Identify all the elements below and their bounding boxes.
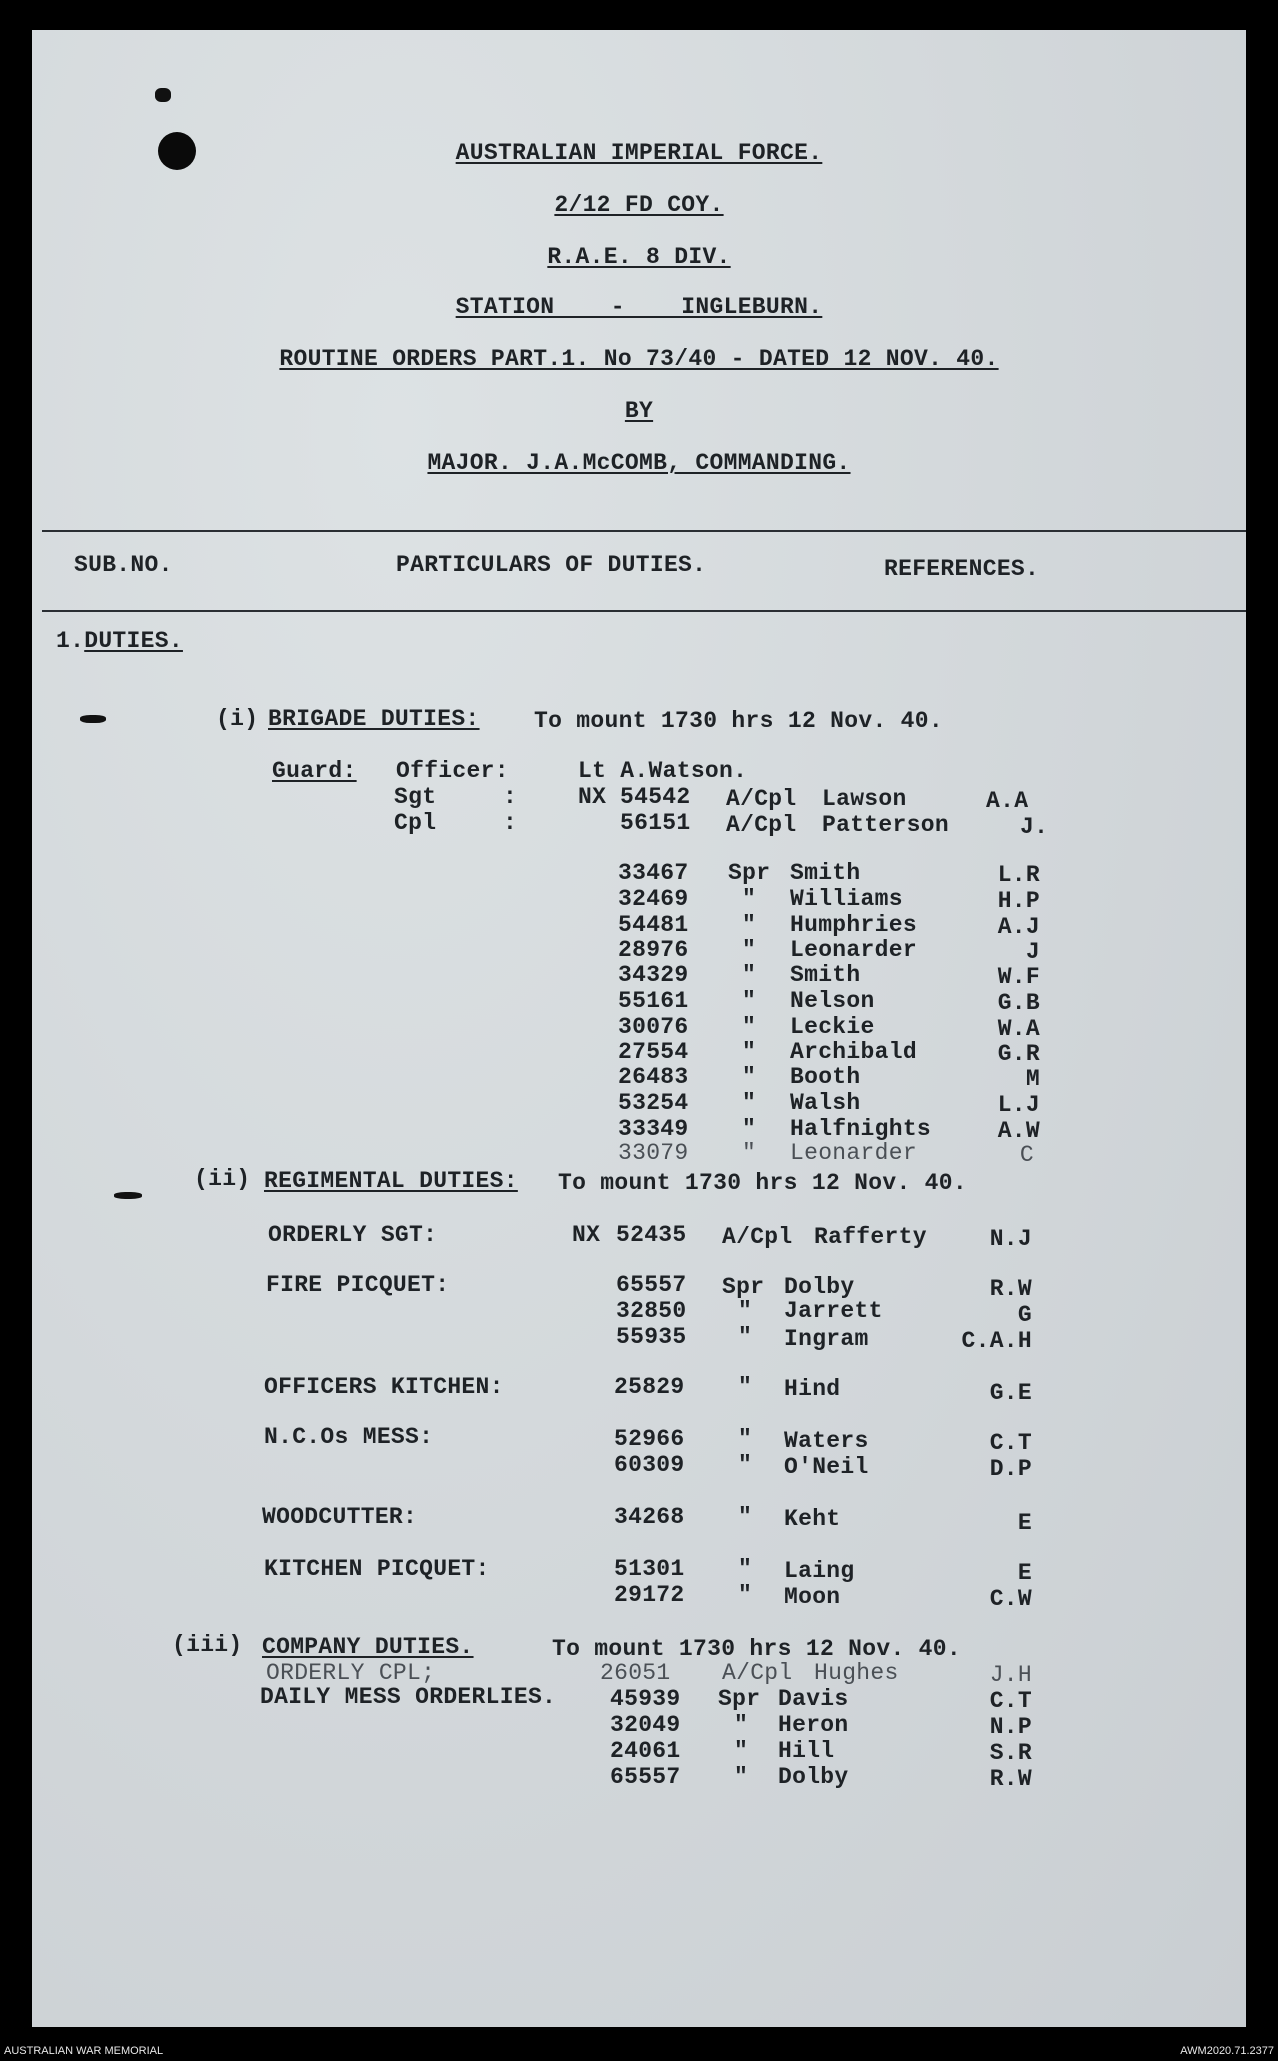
initials: A.A — [986, 788, 1029, 814]
duty-label: OFFICERS KITCHEN: — [264, 1374, 504, 1400]
column-header: REFERENCES. — [884, 556, 1040, 582]
initials: N.P — [989, 1714, 1032, 1740]
service-number: 26483 — [618, 1064, 689, 1090]
service-number: 27554 — [618, 1039, 689, 1065]
initials: N.J — [989, 1226, 1032, 1252]
initials: J — [1025, 939, 1040, 965]
initials: R.W — [989, 1276, 1032, 1302]
service-number: 33079 — [618, 1140, 689, 1166]
service-number: 33349 — [618, 1116, 689, 1142]
archive-reference: AWM2020.71.2377 — [1180, 2045, 1274, 2057]
duty-label: FIRE PICQUET: — [266, 1272, 450, 1298]
column-header: PARTICULARS OF DUTIES. — [396, 552, 707, 578]
service-number: 33467 — [618, 860, 689, 886]
rank: " — [742, 886, 757, 912]
surname: Rafferty — [814, 1224, 927, 1250]
initials: J. — [1020, 814, 1049, 840]
initials: M — [1025, 1066, 1040, 1092]
paper-mark — [80, 715, 106, 723]
section-title: 1.DUTIES. — [56, 628, 183, 654]
surname: Waters — [784, 1428, 869, 1454]
subsection-heading: BRIGADE DUTIES: — [268, 706, 480, 732]
surname: Halfnights — [790, 1116, 932, 1142]
rank-label: Cpl — [394, 810, 437, 836]
rank: " — [738, 1374, 753, 1400]
initials: R.W — [989, 1766, 1032, 1792]
subsection-heading: REGIMENTAL DUTIES: — [264, 1168, 518, 1194]
surname: Patterson — [822, 812, 949, 838]
initials: L.J — [997, 1092, 1040, 1118]
duty-label: ORDERLY CPL; — [266, 1660, 436, 1686]
initials: C.W — [989, 1586, 1032, 1612]
divider — [42, 530, 1246, 532]
initials: G.E — [989, 1380, 1032, 1406]
initials: L.R — [997, 862, 1040, 888]
rank: " — [738, 1298, 753, 1324]
service-number: 25829 — [614, 1374, 685, 1400]
surname: Davis — [778, 1686, 849, 1712]
surname: Ingram — [784, 1326, 869, 1352]
surname: Leckie — [790, 1014, 875, 1040]
service-number: 30076 — [618, 1014, 689, 1040]
subsection-number: (iii) — [172, 1632, 243, 1658]
surname: Hill — [778, 1738, 835, 1764]
column-header: SUB.NO. — [74, 552, 173, 578]
header-line: ROUTINE ORDERS PART.1. No 73/40 - DATED 12 NOV. 40. — [279, 346, 999, 372]
surname: Lawson — [822, 786, 907, 812]
initials: E — [1017, 1510, 1032, 1536]
mount-time: To mount 1730 hrs 12 Nov. 40. — [558, 1170, 967, 1196]
rank: " — [742, 1039, 757, 1065]
service-number: 52435 — [616, 1222, 687, 1248]
colon: : — [503, 810, 518, 836]
header-line: R.A.E. 8 DIV. — [547, 244, 731, 270]
service-prefix: NX — [578, 784, 607, 810]
header-line: BY — [624, 398, 654, 424]
surname: Keht — [784, 1506, 841, 1532]
rank: A/Cpl — [722, 1224, 793, 1250]
rank: " — [738, 1582, 753, 1608]
rank: " — [738, 1426, 753, 1452]
surname: Smith — [790, 962, 861, 988]
surname: Dolby — [784, 1274, 855, 1300]
rank: " — [742, 1116, 757, 1142]
surname: Leonarder — [790, 937, 917, 963]
rank: " — [742, 937, 757, 963]
subsection-number: (ii) — [194, 1166, 251, 1192]
mount-time: To mount 1730 hrs 12 Nov. 40. — [534, 708, 943, 734]
service-prefix: NX — [572, 1222, 601, 1248]
duty-label: N.C.Os MESS: — [264, 1424, 434, 1450]
initials: E — [1017, 1560, 1032, 1586]
rank-label: Sgt — [394, 784, 437, 810]
surname: Dolby — [778, 1764, 849, 1790]
service-number: 55935 — [616, 1324, 687, 1350]
subsection-number: (i) — [216, 706, 259, 732]
initials: H.P — [997, 888, 1040, 914]
initials: C — [1019, 1142, 1034, 1168]
paper-mark — [114, 1192, 142, 1199]
initials: J.H — [989, 1662, 1032, 1688]
rank: " — [742, 1140, 757, 1166]
surname: Heron — [778, 1712, 849, 1738]
surname: Smith — [790, 860, 861, 886]
initials: S.R — [989, 1740, 1032, 1766]
initials: G.B — [997, 990, 1040, 1016]
rank: Spr — [718, 1686, 761, 1712]
initials: C.T — [989, 1430, 1032, 1456]
service-number: 24061 — [610, 1738, 681, 1764]
guard-label: Guard: — [272, 758, 357, 784]
service-number: 51301 — [614, 1556, 685, 1582]
officer-label: Officer: — [396, 758, 509, 784]
service-number: 65557 — [616, 1272, 687, 1298]
rank: A/Cpl — [726, 786, 797, 812]
header-line: 2/12 FD COY. — [554, 192, 724, 218]
service-number: 54542 — [620, 784, 691, 810]
initials: A.W — [997, 1118, 1040, 1144]
surname: Leonarder — [790, 1140, 917, 1166]
service-number: 56151 — [620, 810, 691, 836]
duty-label: ORDERLY SGT: — [268, 1222, 438, 1248]
rank: Spr — [722, 1274, 765, 1300]
surname: Hughes — [814, 1660, 899, 1686]
initials: G — [1017, 1302, 1032, 1328]
officer-name: Lt A.Watson. — [578, 758, 748, 784]
initials: A.J — [997, 914, 1040, 940]
rank: " — [742, 1090, 757, 1116]
initials: D.P — [989, 1456, 1032, 1482]
colon: : — [503, 784, 518, 810]
duty-label: DAILY MESS ORDERLIES. — [260, 1684, 557, 1710]
service-number: 52966 — [614, 1426, 685, 1452]
rank: " — [742, 988, 757, 1014]
rank: " — [734, 1764, 749, 1790]
initials: W.F — [997, 964, 1040, 990]
rank: " — [738, 1324, 753, 1350]
surname: Laing — [784, 1558, 855, 1584]
surname: Nelson — [790, 988, 875, 1014]
service-number: 29172 — [614, 1582, 685, 1608]
surname: O'Neil — [784, 1454, 869, 1480]
service-number: 45939 — [610, 1686, 681, 1712]
header-line: MAJOR. J.A.McCOMB, COMMANDING. — [427, 450, 851, 476]
surname: Humphries — [790, 912, 917, 938]
rank: " — [738, 1504, 753, 1530]
rank: " — [734, 1738, 749, 1764]
surname: Booth — [790, 1064, 861, 1090]
service-number: 60309 — [614, 1452, 685, 1478]
service-number: 28976 — [618, 937, 689, 963]
rank: " — [742, 1064, 757, 1090]
header-line: AUSTRALIAN IMPERIAL FORCE. — [455, 140, 823, 166]
service-number: 34329 — [618, 962, 689, 988]
initials: W.A — [997, 1016, 1040, 1042]
surname: Walsh — [790, 1090, 861, 1116]
service-number: 32049 — [610, 1712, 681, 1738]
service-number: 32850 — [616, 1298, 687, 1324]
archive-credit: AUSTRALIAN WAR MEMORIAL — [4, 2045, 164, 2057]
rank: A/Cpl — [726, 812, 797, 838]
duty-label: KITCHEN PICQUET: — [264, 1556, 490, 1582]
surname: Moon — [784, 1584, 841, 1610]
initials: G.R — [997, 1041, 1040, 1067]
rank: " — [738, 1452, 753, 1478]
rank: A/Cpl — [722, 1660, 793, 1686]
surname: Jarrett — [784, 1298, 883, 1324]
subsection-heading: COMPANY DUTIES. — [262, 1634, 474, 1660]
rank: " — [738, 1556, 753, 1582]
service-number: 32469 — [618, 886, 689, 912]
surname: Archibald — [790, 1039, 917, 1065]
service-number: 54481 — [618, 912, 689, 938]
service-number: 34268 — [614, 1504, 685, 1530]
rank: " — [742, 1014, 757, 1040]
header-line: STATION - INGLEBURN. — [455, 294, 823, 320]
service-number: 55161 — [618, 988, 689, 1014]
initials: C.T — [989, 1688, 1032, 1714]
service-number: 53254 — [618, 1090, 689, 1116]
divider — [42, 610, 1246, 612]
surname: Williams — [790, 886, 903, 912]
surname: Hind — [784, 1376, 841, 1402]
rank: " — [734, 1712, 749, 1738]
rank: " — [742, 912, 757, 938]
mount-time: To mount 1730 hrs 12 Nov. 40. — [552, 1636, 961, 1662]
service-number: 65557 — [610, 1764, 681, 1790]
duty-label: WOODCUTTER: — [262, 1504, 418, 1530]
rank: " — [742, 962, 757, 988]
initials: C.A.H — [961, 1328, 1032, 1354]
service-number: 26051 — [600, 1660, 671, 1686]
paper-mark — [155, 88, 171, 102]
rank: Spr — [728, 860, 771, 886]
